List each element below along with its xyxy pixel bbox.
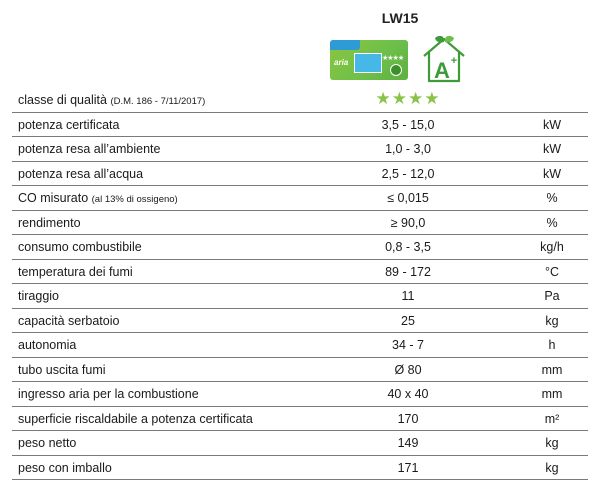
spec-row-room-power [12,137,588,162]
row-unit: kg [545,460,559,475]
spec-row-draught [12,284,588,309]
spec-row-water-power [12,162,588,187]
leaf-right-icon [445,36,454,42]
row-label: tiraggio [18,289,59,303]
row-label: potenza resa all’acqua [18,166,144,181]
row-value: 34 - 7 [392,338,424,352]
row-value: 11 [401,289,415,303]
energy-class-plus: + [450,55,458,67]
row-unit: mm [541,362,563,377]
energy-class-house-icon [418,34,470,84]
row-unit: mm [541,387,563,401]
spec-table [12,88,588,480]
row-label: autonomia [18,338,77,352]
row-unit: kW [542,117,562,132]
aria-quality-badge [330,40,408,80]
row-unit: % [546,215,558,230]
row-value: ≥ 90,0 [390,215,426,230]
row-label: consumo combustibile [18,240,142,254]
row-value: 149 [397,436,419,450]
row-label: rendimento [18,215,81,230]
row-label: ingresso aria per la combustione [18,387,199,401]
row-unit: h [548,338,556,352]
row-unit: kg [545,313,559,328]
row-value: 2,5 - 12,0 [381,166,435,181]
spec-row-flue-outlet [12,358,588,383]
spec-row-flue-temperature [12,260,588,285]
row-value: 1,0 - 3,0 [385,142,431,156]
badge-tab [330,40,360,50]
row-value: 40 x 40 [387,387,429,401]
row-unit: kg [545,436,559,450]
spec-row-packed-weight [12,456,588,481]
spec-row-certified-power [12,113,588,138]
row-unit: Pa [544,289,560,303]
spec-row-fuel-consumption [12,235,588,260]
row-label: superficie riscaldabile a potenza certificata [18,411,253,426]
row-value: 170 [397,411,419,426]
leaf-left-icon [435,36,444,42]
energy-class-letter: A [434,58,450,83]
row-value: 3,5 - 15,0 [381,117,435,132]
row-note: (al 13% di ossigeno) [91,194,178,205]
badge-seal-icon [390,64,402,76]
row-label: peso con imballo [18,460,112,475]
spec-row-autonomy [12,333,588,358]
spec-row-net-weight [12,431,588,456]
row-value: Ø 80 [394,362,422,377]
row-label: peso netto [18,436,77,450]
row-unit: % [546,191,558,205]
row-label: temperatura dei fumi [18,264,133,279]
spec-row-efficiency [12,211,588,236]
row-unit: °C [544,264,560,279]
row-label: capacità serbatoio [18,313,120,328]
row-note: (D.M. 186 - 7/11/2017) [110,96,206,107]
row-label: CO misurato (al 13% di ossigeno) [18,191,178,205]
row-label: tubo uscita fumi [18,362,106,377]
row-value: 0,8 - 3,5 [385,240,431,254]
row-unit: kW [542,142,562,156]
row-value: ≤ 0,015 [387,191,429,205]
row-unit: kg/h [540,240,564,254]
row-unit: m² [544,411,560,426]
row-label: classe di qualità (D.M. 186 - 7/11/2017) [18,93,206,107]
row-value: 89 - 172 [385,264,431,279]
quality-stars: ★★★★ [375,89,441,108]
badge-word: aria [334,58,349,67]
spec-row-quality-class [12,88,588,113]
row-value: 171 [397,460,419,475]
spec-row-co-measured [12,186,588,211]
badge-qr-panel [354,53,382,73]
row-value: 25 [401,313,415,328]
row-unit: kW [542,166,562,181]
row-label: potenza resa all’ambiente [18,142,161,156]
spec-row-heatable-area [12,407,588,432]
spec-row-air-inlet [12,382,588,407]
spec-row-tank-capacity [12,309,588,334]
model-title: LW15 [381,10,419,26]
row-label: potenza certificata [18,117,120,132]
badge-stars: ★★★★ [382,55,404,62]
